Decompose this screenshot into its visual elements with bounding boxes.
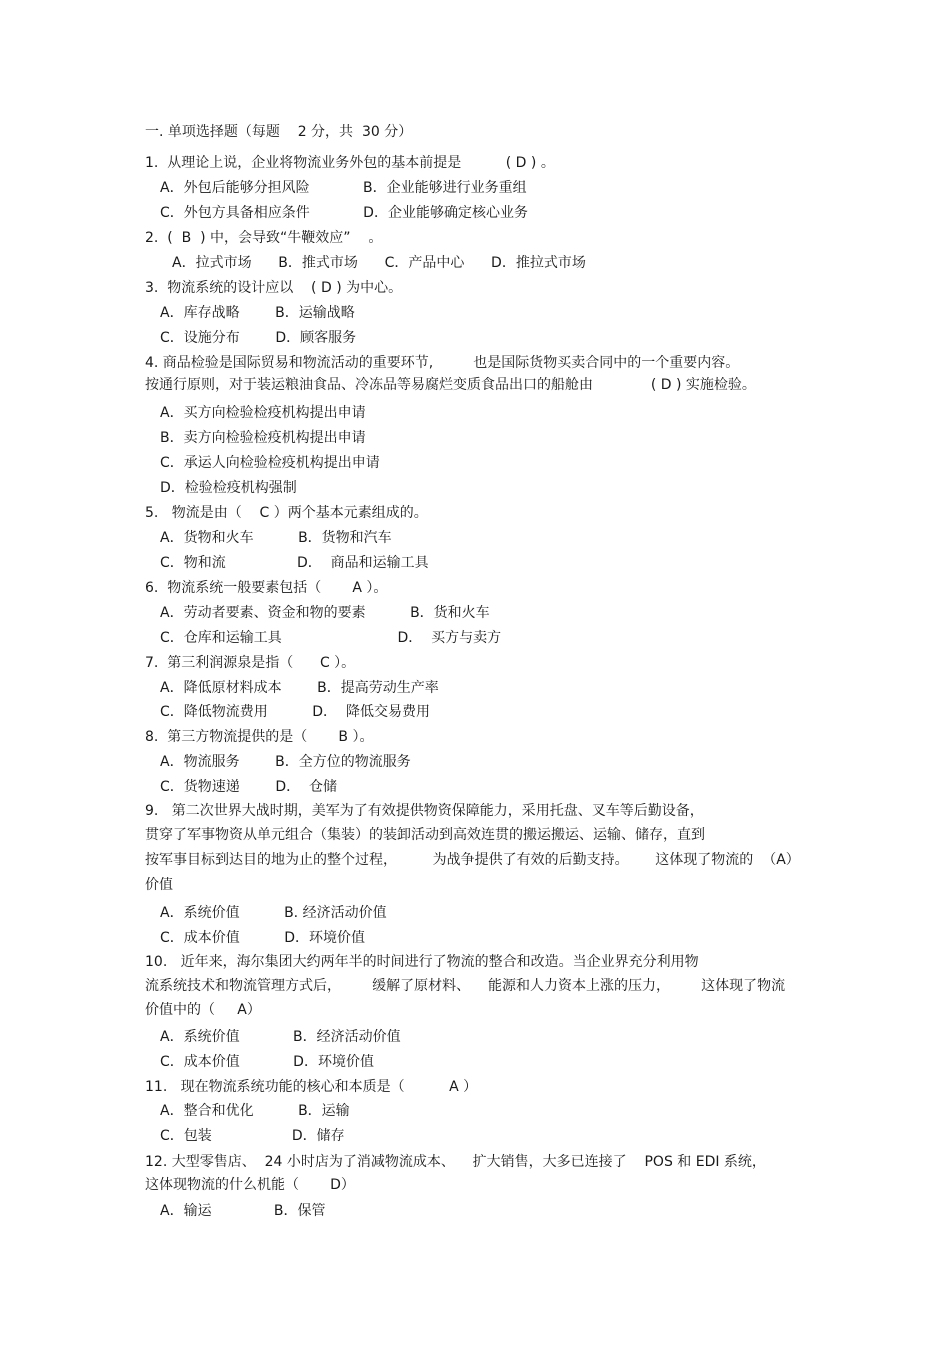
question-9-text: 价值 (145, 877, 173, 893)
question-9-text: 贯穿了军事物资从单元组合（集装）的装卸活动到高效连贯的搬运搬运、运输、储存，直到 (145, 827, 705, 843)
question-9-text: 按军事目标到达目的地为止的整个过程， 为战争提供了有效的后勤支持。 这体现了物流的 （A） (145, 852, 800, 868)
question-10-text: 流系统技术和物流管理方式后， 缓解了原材料、 能源和人力资本上涨的压力， 这体现了物流 (145, 978, 786, 994)
question-11-options: C．包装 D．储存 (160, 1128, 345, 1144)
question-6-options: C．仓库和运输工具 D． 买方与卖方 (160, 630, 502, 646)
question-6-text: 6. 物流系统一般要素包括（ A ）。 (145, 580, 388, 596)
question-8-text: 8. 第三方物流提供的是（ B ）。 (145, 729, 374, 745)
question-10-text: 10. 近年来，海尔集团大约两年半的时间进行了物流的整合和改造。当企业界充分利用物 (145, 954, 699, 970)
question-10-options: A．系统价值 B．经济活动价值 (160, 1029, 401, 1045)
question-7-text: 7. 第三利润源泉是指（ C ）。 (145, 655, 356, 671)
question-1-options: C．外包方具备相应条件 D．企业能够确定核心业务 (160, 205, 528, 221)
question-10-text: 价值中的（ A） (145, 1002, 261, 1018)
question-3-options: A．库存战略 B．运输战略 (160, 305, 355, 321)
question-12-text: 12. 大型零售店、 24 小时店为了消减物流成本、 扩大销售，大多已连接了 POS 和 EDI 系统， (145, 1154, 766, 1170)
question-2-text: 2. ( B ) 中，会导致“牛鞭效应” 。 (145, 230, 383, 246)
question-12-options: A．输运 B．保管 (160, 1203, 326, 1219)
question-5-options: C．物和流 D． 商品和运输工具 (160, 555, 429, 571)
question-3-options: C．设施分布 D．顾客服务 (160, 330, 357, 346)
question-8-options: A．物流服务 B．全方位的物流服务 (160, 754, 411, 770)
question-11-text: 11. 现在物流系统功能的核心和本质是（ A ） (145, 1079, 478, 1095)
question-1-text: 1. 从理论上说，企业将物流业务外包的基本前提是 ( D ) 。 (145, 155, 555, 171)
question-11-options: A．整合和优化 B．运输 (160, 1103, 350, 1119)
question-1-options: A．外包后能够分担风险 B．企业能够进行业务重组 (160, 180, 527, 196)
section-header: 一. 单项选择题（每题 2 分，共 30 分） (145, 124, 413, 140)
question-8-options: C．货物速递 D． 仓储 (160, 779, 338, 795)
question-4-text: 按通行原则，对于装运粮油食品、冷冻品等易腐烂变质食品出口的船舱由 ( D ) 实施检验。 (145, 377, 756, 393)
question-4-options: A．买方向检验检疫机构提出申请 (160, 405, 366, 421)
question-10-options: C．成本价值 D．环境价值 (160, 1054, 374, 1070)
question-9-options: C．成本价值 D．环境价值 (160, 930, 366, 946)
question-4-text: 4. 商品检验是国际贸易和物流活动的重要环节, 也是国际货物买卖合同中的一个重要内容。 (145, 355, 740, 371)
question-2-options: A．拉式市场 B．推式市场 C．产品中心 D．推拉式市场 (172, 255, 586, 271)
question-5-options: A．货物和火车 B．货物和汽车 (160, 530, 392, 546)
question-9-options: A．系统价值 B. 经济活动价值 (160, 905, 387, 921)
question-4-options: C．承运人向检验检疫机构提出申请 (160, 455, 380, 471)
question-4-options: D．检验检疫机构强制 (160, 480, 297, 496)
question-7-options: A．降低原材料成本 B．提高劳动生产率 (160, 680, 439, 696)
question-5-text: 5. 物流是由（ C ）两个基本元素组成的。 (145, 505, 428, 521)
question-9-text: 9. 第二次世界大战时期，美军为了有效提供物资保障能力，采用托盘、叉车等后勤设备， (145, 803, 704, 819)
question-7-options: C．降低物流费用 D． 降低交易费用 (160, 704, 430, 720)
question-3-text: 3. 物流系统的设计应以 ( D ) 为中心。 (145, 280, 403, 296)
question-4-options: B．卖方向检验检疫机构提出申请 (160, 430, 366, 446)
question-6-options: A．劳动者要素、资金和物的要素 B．货和火车 (160, 605, 490, 621)
question-12-text: 这体现物流的什么机能（ D） (145, 1177, 355, 1193)
